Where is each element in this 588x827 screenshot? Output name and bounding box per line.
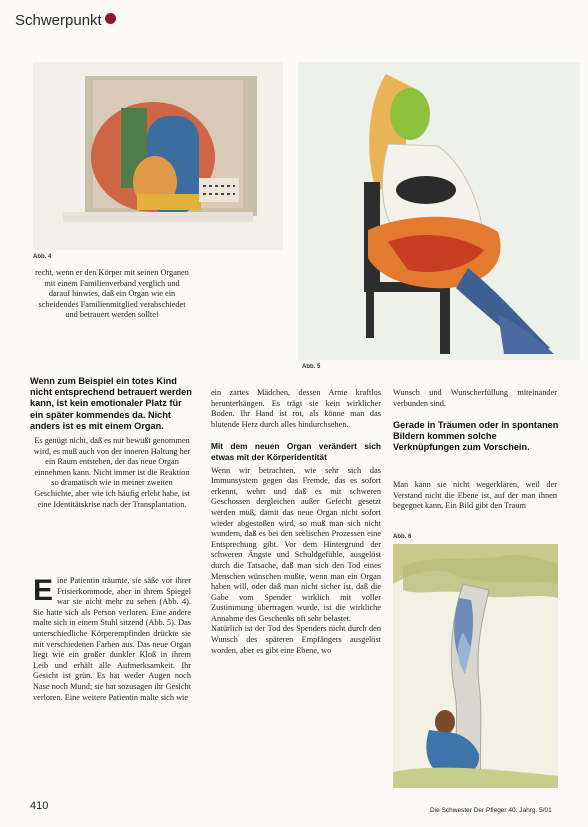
- section-title: Schwerpunkt: [15, 12, 102, 29]
- col3-paragraph-2: Man kann sie nicht wegerklären, weil der Verstand nicht die Ebene ist, auf der man ihnen begegnet kann. Ein Bild gibt den Traum: [393, 480, 557, 511]
- drop-cap: E: [33, 574, 54, 607]
- col2-paragraph-1: ein zartes Mädchen, dessen Arme kraftlos herunterhängen. Es trägt sie kein wirklicher Boden. Ihr Hand ist rot, als könne man das blutende Herz durch alles hindurchsehen.: [211, 388, 381, 429]
- figure-abb4-caption: Abb. 4: [33, 254, 52, 260]
- figure-abb6-caption: Abb. 6: [393, 534, 412, 540]
- figure-abb6: [393, 544, 558, 788]
- col2-subheading: Mit dem neuen Organ verändert sich etwas mit der Körperidentität: [211, 441, 381, 462]
- text-column-1: [33, 268, 191, 321]
- col3-paragraph-2-block: [393, 480, 557, 512]
- col2-paragraph-2: Wenn wir betrachten, wie sehr sich das Immunsystem gegen das Fremde, das es sofort erkennt, wehrt und daß es mit schweren Geschossen dergleichen außer Gefecht gesetzt werden muß, damit das neue Organ nicht sofort wieder abgestoßen wird, so muß man sich nicht wundern, daß es bei den seelischen Prozessen eine Entsprechung gibt. Vor dem Hintergrund der schweren Ängste und Schuldgefühle, ausgelöst durch die Tatsache, daß man sich den Tod eines Menschen wünschen mußte, wenn man ein Organ haben will, oder daß man nicht sicher ist, daß die Gabe vom Spender wirklich mit voller Zustimmung übertragen wurde, ist die wirkliche Annahme des Geschenks oft sehr belastet.: [211, 465, 381, 623]
- section-header: [15, 12, 116, 29]
- col1-paragraph-2-block: [33, 436, 191, 510]
- col2-paragraph-3: Natürlich ist der Tod des Spenders nicht durch den Wunsch des späteren Empfängers ausgelöst worden, aber es gibt eine Ebene, wo: [211, 624, 381, 655]
- col1-pull-quote: Wenn zum Beispiel ein totes Kind nicht entsprechend betrauert werden kann, ist kein emotionaler Platz für ein später kommendes da. Nicht anders ist es mit einem Organ.: [30, 376, 192, 431]
- page-number: 410: [30, 800, 49, 812]
- col1-paragraph-1: recht, wenn er den Körper mit seinen Organen mit einem Familienverband verglich und darauf hinwies, daß ein Organ wie ein scheidendes Familienmitglied verabschiedet und betrauert werden sollte!: [35, 268, 189, 320]
- col3-paragraph-1: Wunsch und Wunscherfüllung miteinander verbunden sind.: [393, 388, 557, 408]
- figure-abb4: [33, 62, 283, 250]
- col1-paragraph-3-block: [33, 576, 191, 703]
- journal-footer: Die Schwester Der Pfleger 40. Jahrg. 5/01: [430, 807, 552, 814]
- text-column-2: [211, 388, 381, 656]
- col3-pull-quote: Gerade in Träumen oder in spontanen Bildern kommen solche Verknüpfungen zum Vorschein.: [393, 420, 559, 453]
- section-marker-dot: [105, 13, 116, 24]
- figure-abb4-painting: [33, 62, 283, 250]
- figure-abb6-painting: [393, 544, 558, 788]
- col1-paragraph-3: ine Patientin träumte, sie säße vor ihrer Frisierkommode, aber in ihrem Spiegel war sie nicht mehr zu sehen (Abb. 4). Sie hatte sich als Person verloren. Eine andere malte sich in einem Stuhl sitzend (Abb. 5). Das unterschiedliche Körperempfinden drückte sie mit verschiedenen Farben aus. Das neue Organ liegt wie ein großer dunkler Kloß in ihrem Leib und erhält alle Aufmerksamkeit. Ihr Gesicht ist grün. Es hat weder Augen noch Nase noch Mund; sie hat sozusagen ihr Gesicht verloren. Eine weitere Patientin malte sich wie: [33, 576, 191, 702]
- text-column-3: [393, 388, 557, 409]
- col1-paragraph-2: Es genügt nicht, daß es nur bewußt genommen wird, es muß auch von der inneren Haltung her ein Raum entstehen, der das neue Organ einnehmen kann. Nicht immer ist die Reaktion so dramatisch wie in meiner zweiten Geschichte, aber wie ich häufig erlebt habe, ist eine Identitätskrise nach der Transplantation.: [33, 436, 191, 509]
- figure-abb5: [298, 62, 580, 360]
- figure-abb5-painting: [298, 62, 580, 360]
- figure-abb5-caption: Abb. 5: [302, 364, 321, 370]
